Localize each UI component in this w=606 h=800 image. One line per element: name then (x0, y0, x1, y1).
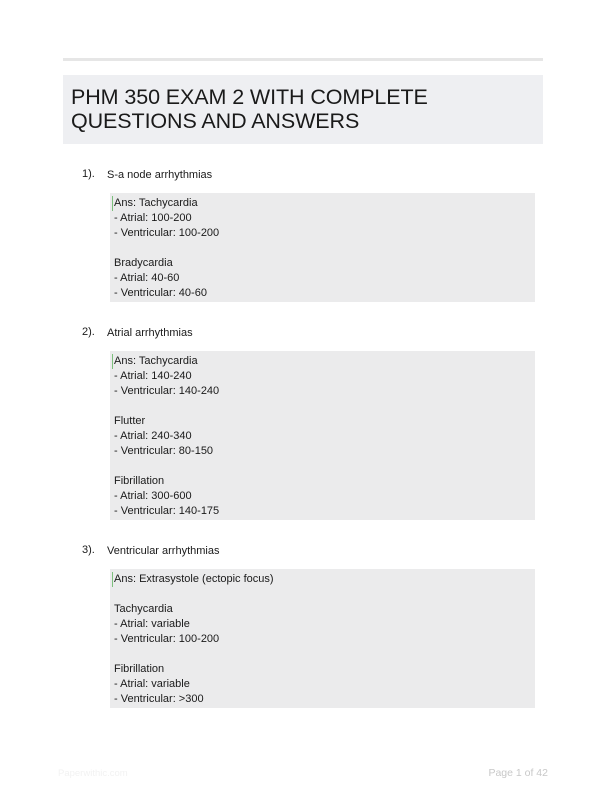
answer-line: - Atrial: variable (114, 618, 190, 630)
footer-watermark: Paperwithic.com (58, 768, 128, 779)
answer-line: - Atrial: 300-600 (114, 490, 192, 502)
answer-line: - Ventricular: >300 (114, 693, 204, 705)
answer-line (114, 399, 535, 414)
answer-line: Tachycardia (114, 603, 173, 615)
question-number: 2). (82, 326, 95, 338)
answer-line: - Ventricular: 140-175 (114, 505, 220, 517)
question-number: 1). (82, 168, 95, 180)
answer-line: - Atrial: variable (114, 678, 190, 690)
question-text: Atrial arrhythmias (107, 327, 193, 339)
answer-line: Ans: Tachycardia (112, 354, 535, 369)
answer-box (110, 351, 535, 520)
answer-line: - Ventricular: 40-60 (114, 287, 207, 299)
document-title: PHM 350 EXAM 2 WITH COMPLETE QUESTIONS AND ANSWERS (71, 85, 428, 133)
question-text: S-a node arrhythmias (107, 169, 213, 181)
answer-line: - Atrial: 100-200 (114, 212, 192, 224)
top-divider (63, 58, 543, 61)
answer-line: - Atrial: 140-240 (114, 370, 192, 382)
answer-line (114, 459, 535, 474)
answer-line: Fibrillation (114, 663, 165, 675)
question-text: Ventricular arrhythmias (107, 545, 220, 557)
answer-line (114, 587, 535, 602)
answer-line: Flutter (114, 415, 146, 427)
answer-line: Ans: Tachycardia (112, 196, 535, 211)
answer-line: - Ventricular: 100-200 (114, 227, 220, 239)
answer-line: - Ventricular: 80-150 (114, 445, 214, 457)
answer-line: Ans: Extrasystole (ectopic focus) (112, 572, 535, 587)
answer-line (114, 647, 535, 662)
answer-box (110, 569, 535, 708)
answer-line (114, 241, 535, 256)
answer-box (110, 193, 535, 302)
page-number: Page 1 of 42 (488, 767, 548, 779)
answer-line: - Atrial: 40-60 (114, 272, 180, 284)
question-number: 3). (82, 544, 95, 556)
answer-line: - Ventricular: 140-240 (114, 385, 220, 397)
title-banner (63, 75, 543, 144)
answer-line: Bradycardia (114, 257, 173, 269)
answer-line: - Atrial: 240-340 (114, 430, 192, 442)
answer-line: - Ventricular: 100-200 (114, 633, 220, 645)
answer-line: Fibrillation (114, 475, 165, 487)
